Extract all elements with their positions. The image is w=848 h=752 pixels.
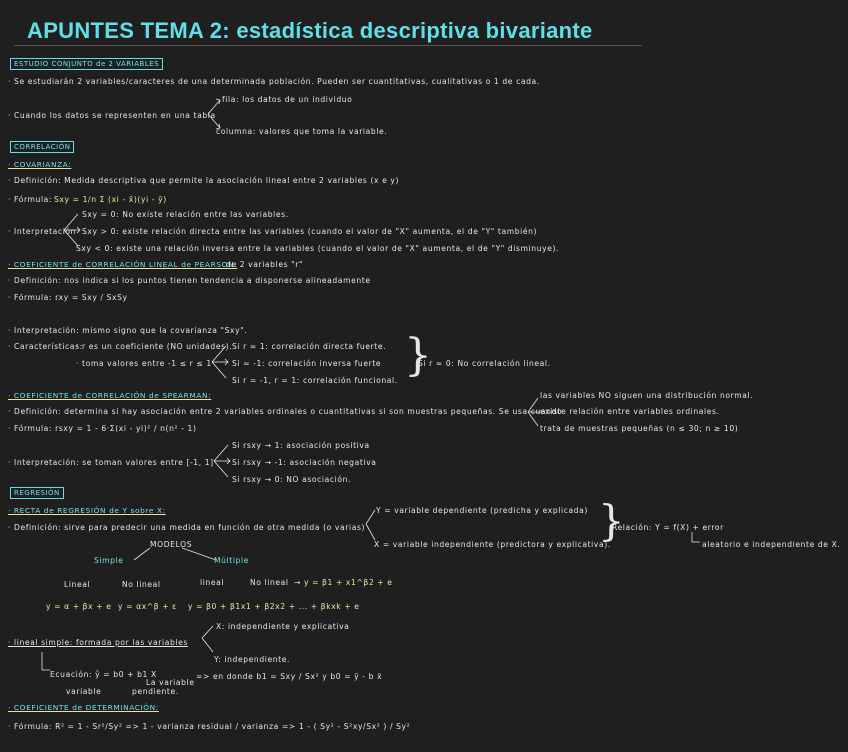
estudio-line-1: · Se estudiarán 2 variables/caracteres de una determinada población. Pueden ser cuantitativas, cualitativas o 1 de cada.	[8, 77, 540, 86]
spearman-interpretation: · Interpretación: se toman valores entre [-1, 1]	[8, 458, 214, 467]
lineal-simple: · lineal simple: formada por las variables	[8, 638, 188, 647]
brace-relacion: }	[598, 496, 625, 545]
error-aleatorio: aleatorio e independiente de X.	[702, 540, 841, 549]
caracteristica-2: · toma valores entre -1 ≤ r ≤ 1	[76, 359, 212, 368]
title-divider	[14, 45, 642, 46]
variable-label: variable	[66, 687, 102, 696]
simple-no-lineal: No lineal	[122, 580, 161, 589]
pearson-definition: · Definición: nos indica si los puntos tienen tendencia a disponerse alineadamente	[8, 276, 371, 285]
covarianza-definition: · Definición: Medida descriptiva que permite la asociación lineal entre 2 variables (x e y)	[8, 176, 400, 185]
eq-simple-lineal: y = α + βx + e	[46, 602, 112, 611]
multiple-no-lineal: No lineal	[250, 578, 289, 587]
caracteristicas-arrows	[210, 340, 232, 380]
simple-lineal: Lineal	[64, 580, 91, 589]
lineal-simple-arrows	[200, 622, 216, 656]
x-independiente: X = variable independiente (predictora y explicativa).	[374, 540, 611, 549]
eq-multiple-no-lineal: → y = β1 + x1^β2 + e	[294, 578, 393, 587]
ecuacion: Ecuación: ŷ = b0 + b1 X	[50, 670, 157, 679]
caracteristica-1: · r es un coeficiente (NO unidades).	[76, 342, 233, 351]
eq-simple-no-lineal: y = αx^β + ε	[118, 602, 177, 611]
estudio-line-2: · Cuando los datos se representen en una tabla	[8, 111, 216, 120]
spearman-heading: · COEFICIENTE de CORRELACIÓN de SPEARMAN:	[8, 391, 212, 400]
spearman-formula: · Fórmula: rsxy = 1 - 6·Σ(xi - yi)² / n(n² - 1)	[8, 424, 197, 433]
spearman-none: Si rsxy → 0: NO asociación.	[232, 475, 352, 484]
coef-determinacion-formula: · Fórmula: R² = 1 - Sr²/Sy² => 1 - varianza residual / varianza => 1 - ( Sy² - S²xy/Sx² ) / Sy²	[8, 722, 411, 731]
en-donde: => en donde b1 = Sxy / Sx² y b0 = ȳ - b x̄	[196, 672, 383, 681]
modelos-label: MODELOS	[150, 540, 193, 549]
pearson-heading-tail: de 2 variables "r"	[226, 260, 304, 269]
modelo-simple: Simple	[94, 556, 124, 565]
pearson-interpretation: · Interpretación: mismo signo que la covarianza "Sxy".	[8, 326, 248, 335]
recta-heading: · RECTA de REGRESIÓN de Y sobre X:	[8, 506, 166, 515]
modelo-multiple: Múltiple	[214, 556, 249, 565]
interp-sxy-zero: Sxy = 0: No existe relación entre las variables.	[82, 210, 289, 219]
section-box-estudio-conjunto: ESTUDIO CONJUNTO de 2 VARIABLES	[10, 58, 163, 70]
covarianza-formula-label: · Fórmula:	[8, 195, 53, 204]
pearson-formula: · Fórmula: rxy = Sxy / SxSy	[8, 293, 128, 302]
interp-sxy-negative: Sxy < 0: existe una relación inversa entre la variables (cuando el valor de "X" aumenta, el de "Y" disminuye).	[76, 244, 560, 253]
r-directa-fuerte: Si r ≈ 1: correlación directa fuerte.	[232, 342, 387, 351]
interpretacion-label: · Interpretación	[8, 227, 77, 236]
x-desc: X: independiente y explicativa	[216, 622, 350, 631]
la-variable: La variable	[146, 678, 195, 687]
caracteristicas-label: · Características:	[8, 342, 83, 351]
y-dependiente: Y = variable dependiente (predicha y explicada)	[376, 506, 588, 515]
pendiente-label: pendiente.	[132, 687, 179, 696]
r-no-correlacion: Si r ≈ 0: No correlación lineal.	[418, 359, 551, 368]
spearman-positive: Si rsxy → 1: asociación positiva	[232, 441, 370, 450]
spearman-definition: · Definición: determina si hay asociación entre 2 variables ordinales o cuantitativas si son muestras pequeñas. Se usa cuando	[8, 407, 563, 416]
recta-definition: · Definición: sirve para predecir una medida en función de otra medida (o varias)	[8, 523, 366, 532]
y-desc: Y: independiente.	[214, 655, 290, 664]
brace-right: }	[404, 330, 432, 381]
spearman-reason-ordinal: existe relación entre variables ordinales.	[540, 407, 720, 416]
eq-multiple-lineal: y = β0 + β1x1 + β2x2 + ... + βkxk + e	[188, 602, 360, 611]
spearman-negative: Si rsxy → -1: asociación negativa	[232, 458, 377, 467]
interp-sxy-positive: Sxy > 0: existe relación directa entre las variables (cuando el valor de "X" aumenta, el de "Y" también)	[82, 227, 538, 236]
covarianza-formula: Sxy = 1/n Σ (xi - x̄)(yi - ȳ)	[54, 195, 167, 204]
covarianza-heading: · COVARIANZA:	[8, 160, 72, 169]
spearman-reason-normal: las variables NO siguen una distribución normal.	[540, 391, 754, 400]
pearson-heading: · COEFICIENTE de CORRELACIÓN LINEAL de PEARSON:	[8, 260, 238, 269]
error-arrow	[690, 532, 700, 546]
r-inversa-fuerte: Si ≈ -1: correlación inversa fuerte	[232, 359, 382, 368]
page-title: APUNTES TEMA 2: estadística descriptiva bivariante	[27, 18, 593, 43]
columna-text: columna: valores que toma la variable.	[216, 127, 388, 136]
multiple-lineal: lineal	[200, 578, 225, 587]
recta-arrows	[364, 508, 378, 542]
r-funcional: Si r = -1, r = 1: correlación funcional.	[232, 376, 398, 385]
coef-determinacion-heading: · COEFICIENTE de DETERMINACIÓN:	[8, 703, 159, 712]
fila-text: fila: los datos de un individuo	[222, 95, 353, 104]
section-box-regresion: REGRESIÓN	[10, 487, 64, 499]
spearman-reason-small: trata de muestras pequeñas (n ≤ 30; n ≥ 10)	[540, 424, 739, 433]
section-box-correlacion: CORRELACIÓN	[10, 141, 74, 153]
relacion: Relación: Y = f(X) + error	[612, 523, 724, 532]
